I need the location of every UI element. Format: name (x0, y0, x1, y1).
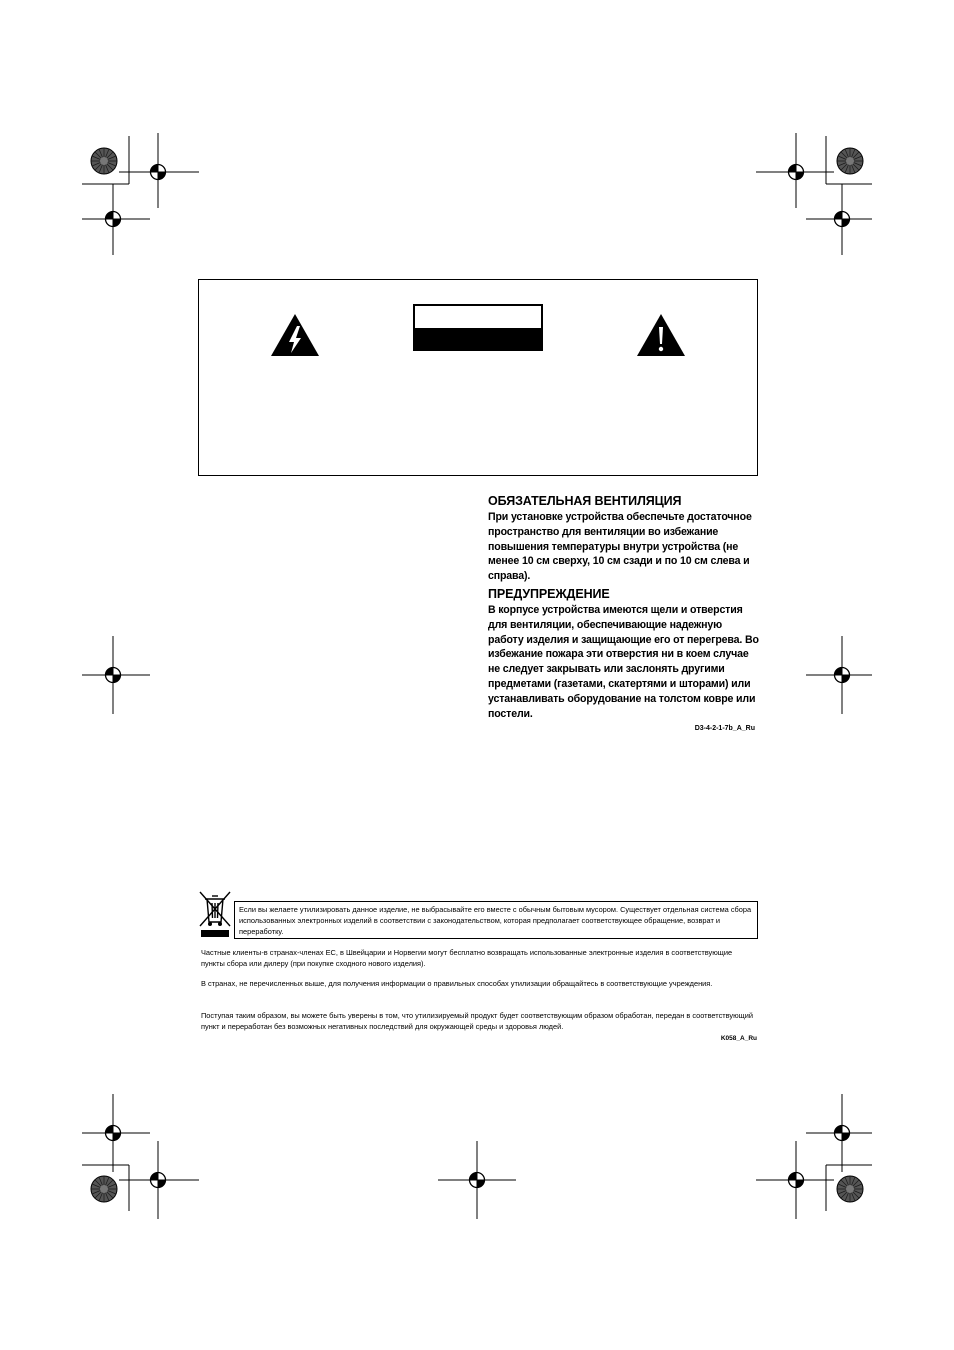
ventilation-text: При установке устройства обеспечьте достаточное пространство для вентиляции во избежание повышения температуры внутри устройства (не менее 10 см сверху, 10 см сзади и по 10 см слева и справа). (488, 511, 752, 583)
disposal-boxed-text: Если вы желаете утилизировать данное изделие, не выбрасывайте его вместе с обычным бытовым мусором. Существует отдельная система сбора использованных электронных изделий в соответствии с законодательством, которая предполагает соответствующее обращение, возврат и переработку. (234, 901, 758, 939)
warning-code: D3-4-2-1-7b_A_Ru (694, 725, 755, 732)
ventilation-heading: ОБЯЗАТЕЛЬНАЯ ВЕНТИЛЯЦИЯ (488, 494, 682, 508)
disposal-code: K058_A_Ru (720, 1035, 757, 1042)
disposal-paragraph-1: Частные клиенты-в странах-членах ЕС, в Швейцарии и Норвегии могут бесплатно возвращать использованные электронные изделия в соответствующие пункты сбора или дилеру (при покупке сходного нового изделия). (201, 948, 733, 968)
warning-text: В корпусе устройства имеются щели и отверстия для вентиляции, обеспечивающие надежную работу изделия и защищающие его от перегрева. Во избежание пожара эти отверстия ни в коем случае не следует закрывать или заслонять другими предметами (газетами, скатертями и шторами) или устанавливать оборудование на толстом ковре или постели. (488, 604, 759, 720)
warning-heading: ПРЕДУПРЕЖДЕНИЕ (488, 587, 610, 601)
lightning-warning-icon (270, 313, 320, 357)
exclamation-warning-icon (636, 313, 686, 357)
caution-label (413, 304, 543, 351)
disposal-paragraph-3: Поступая таким образом, вы можете быть уверены в том, что утилизируемый продукт будет соответствующим образом обработан, передан в соответствующий пункт и переработан без возможных негативных последствий для окружающей среды и здоровья людей. (201, 1011, 754, 1031)
crossed-bin-icon (197, 889, 233, 939)
disposal-paragraph-2: В странах, не перечисленных выше, для получения информации о правильных способах утилизации обращайтесь в соответствующие учреждения. (201, 979, 713, 988)
